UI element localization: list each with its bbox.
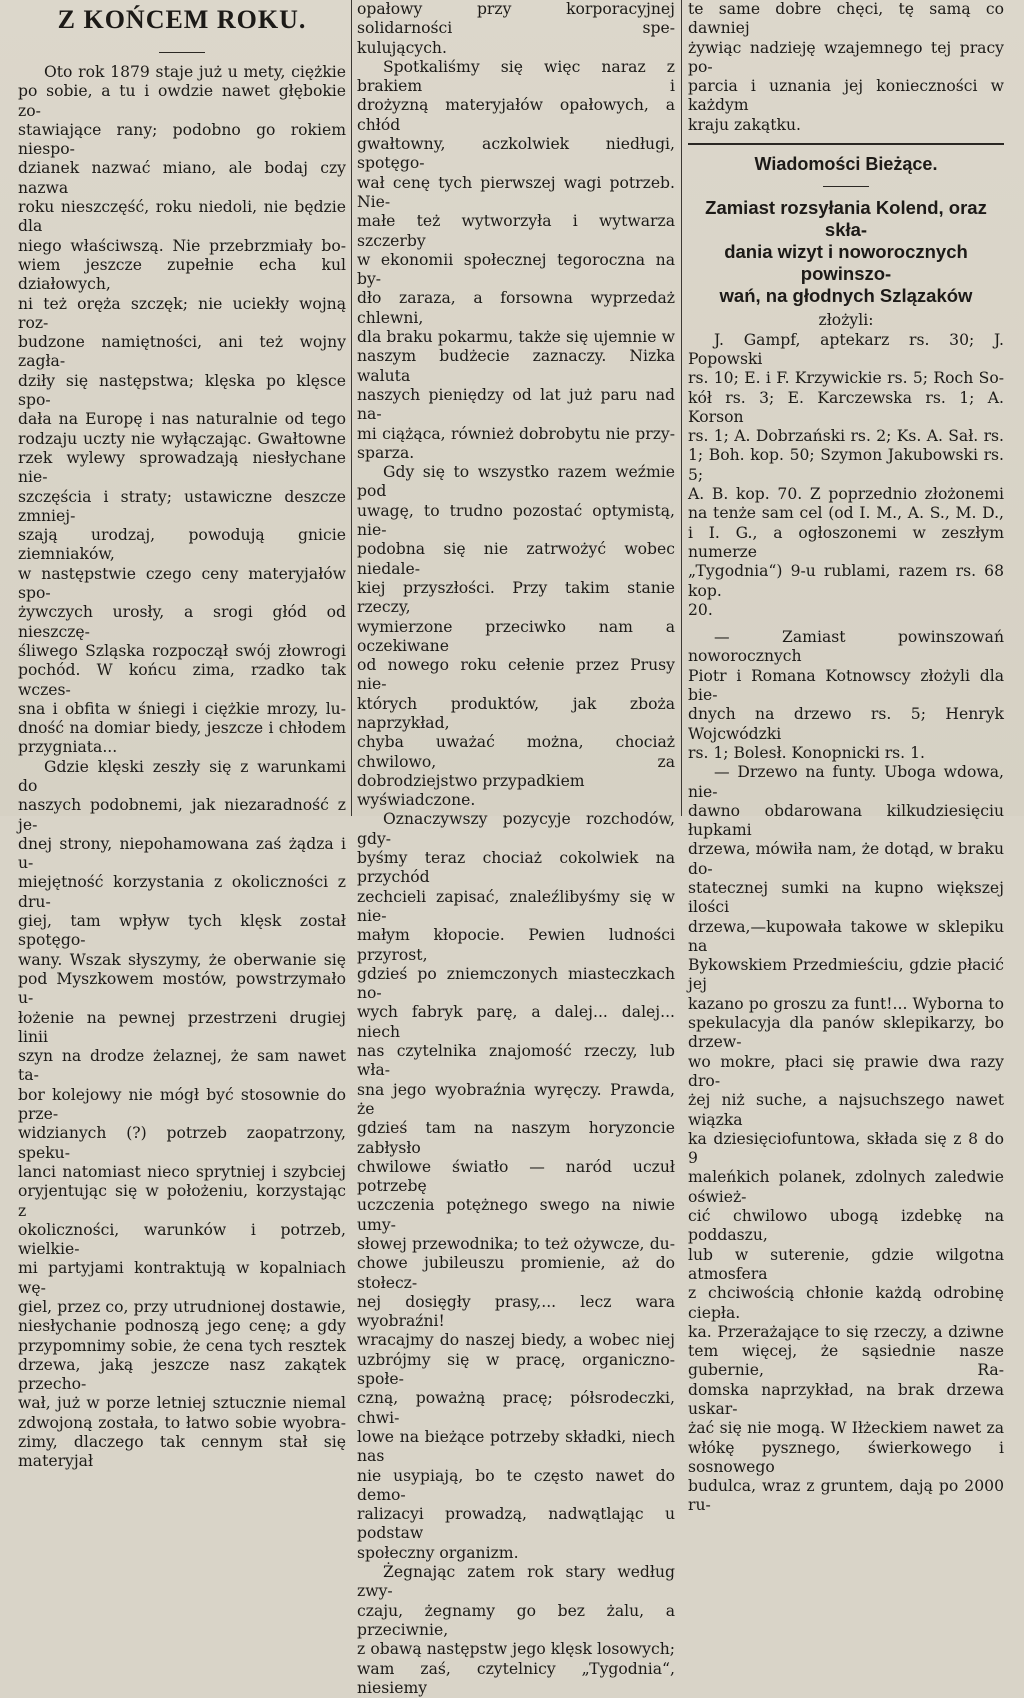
news-line: maleńkich polanek, zdolnych zaledwie ośwież- [688, 1168, 1004, 1206]
article-line: mi ciążąca, również dobrobytu nie przy- [357, 424, 675, 443]
article-title: Z KOŃCEM ROKU. [57, 5, 307, 34]
news-line: wo mokre, płaci się prawie dwa razy dro- [688, 1052, 1004, 1090]
article-line: bor kolejowy nie mógł być stosownie do prze- [18, 1085, 346, 1124]
article-line: Żegnając zatem rok stary według zwy- [357, 1563, 675, 1601]
article-line: dziły się następstwa; klęska po klęsce spo- [18, 371, 346, 410]
article-line: rzek wylewy sprowadzają niesłychane nie- [18, 448, 346, 487]
article-line: niego właściwszą. Nie przebrzmiały bo- [18, 236, 346, 255]
news-line: dawno obdarowana kilkudziesięciu łupkami [688, 801, 1004, 840]
article-line: przypomnimy sobie, że cena tych resztek [18, 1336, 346, 1355]
headline-line: dania wizyt i noworocznych powinszo- [724, 241, 968, 285]
news-line: — Zamiast powinszowań noworocznych [688, 628, 1004, 666]
article-line: wych fabryk parę, a dalej... dalej... niech [357, 1003, 675, 1041]
headline-line: wań, na głodnych Szlązaków [719, 285, 973, 307]
article-body-col3 [688, 0, 1004, 135]
article-body-col2 [357, 0, 675, 1698]
article-line: wam zaś, czytelnicy „Tygodnia“, niesiemy [357, 1659, 675, 1697]
news-item-body [688, 763, 1004, 1516]
article-line: dała na Europę i nas naturalnie od tego [18, 410, 346, 429]
column-1 [18, 0, 346, 1471]
section-heading: Wiadomości Bieżące. [754, 154, 938, 175]
news-line: drzewa,—kupowała takowe w sklepiku na [688, 917, 1004, 955]
news-line: cić chwilowo ubogą izdebkę na poddaszu, [688, 1207, 1004, 1245]
article-line: żywczych urosły, a srogi głód od nieszczę- [18, 603, 346, 641]
news-line: Piotr i Romana Kotnowscy złożyli dla bie- [688, 666, 1004, 705]
article-line: Gdy się to wszystko razem weźmie pod [357, 463, 675, 501]
article-line: pod Myszkowem mostów, powstrzymało u- [18, 969, 346, 1008]
news-line: na tenże sam cel (od I. M., A. S., M. D., [688, 504, 1004, 523]
article-line: oryjentując się w położeniu, korzystając z [18, 1182, 346, 1220]
column-3 [688, 0, 1004, 1515]
article-line: Oto rok 1879 staje już u mety, ciężkie [44, 63, 346, 81]
article-line: parcia i uznania jej konieczności w każdym [688, 77, 1004, 115]
article-line: w ekonomii społecznej tegoroczna na by- [357, 250, 675, 289]
section-divider [688, 143, 1004, 145]
article-line: małym kłopocie. Pewien ludności przyrost, [357, 926, 675, 964]
article-line: naszych pieniędzy od lat już paru nad na- [357, 385, 675, 424]
news-line: J. Gampf, aptekarz rs. 30; J. Popowski [688, 330, 1004, 368]
news-item-body [688, 331, 1004, 620]
article-line: opałowy przy korporacyjnej solidarności spe- [357, 0, 675, 38]
article-line: dnej strony, niepohamowana zaś żądza i u- [18, 834, 346, 873]
article-line: nej dosięgły prasy,... lecz wara wyobraźni! [357, 1292, 675, 1331]
article-line: od nowego roku cełenie przez Prusy nie- [357, 656, 675, 694]
article-line: uwagę, to trudno pozostać optymistą, nie- [357, 501, 675, 540]
article-line: lowe na bieżące potrzeby składki, niech nas [357, 1427, 675, 1466]
article-line: uzbrójmy się w pracę, organiczno-społe- [357, 1350, 675, 1389]
article-line: wał cenę tych pierwszej wagi potrzeb. Nie- [357, 173, 675, 211]
article-line: byśmy teraz chociaż cokolwiek na przychód [357, 849, 675, 887]
headline-line: Zamiast rozsyłania Kolend, oraz skła- [705, 197, 987, 241]
news-item-subhead: złożyli: [818, 311, 874, 330]
article-line: których produktów, jak zboża naprzykład, [357, 694, 675, 732]
news-line: lub w suterenie, gdzie wilgotna atmosfera [688, 1245, 1004, 1283]
article-line: kraju zakątku. [688, 115, 802, 134]
article-line: wymierzone przeciwko nam a oczekiwane [357, 617, 675, 655]
article-line: gdzieś tam na naszym horyzoncie zabłysło [357, 1119, 675, 1157]
article-line: dło zaraza, a forsowna wyprzedaż chlewni, [357, 289, 675, 327]
news-line: — Drzewo na funty. Uboga wdowa, nie- [688, 763, 1004, 801]
article-line: szyn na drodze żelaznej, że sam nawet ta- [18, 1047, 346, 1085]
column-divider [681, 0, 682, 816]
article-line: wracajmy do naszej biedy, a wobec niej [357, 1331, 675, 1350]
news-line: kazano po groszu za funt!... Wyborna to [688, 994, 1004, 1013]
news-line: ka. Przerażające to się rzeczy, a dziwne [688, 1322, 1004, 1341]
article-line: okoliczności, warunków i potrzeb, wielkie- [18, 1220, 346, 1259]
article-line: gdzieś po zniemczonych miasteczkach no- [357, 964, 675, 1003]
article-line: nie usypiają, bo te często nawet do demo- [357, 1466, 675, 1504]
article-line: czną, poważną pracę; półsrodeczki, chwi- [357, 1389, 675, 1427]
article-line: chowe jubileuszu promienie, aż do stołecz- [357, 1254, 675, 1292]
article-line: Gdzie klęski zeszły się z warunkami do [18, 757, 346, 795]
article-line: wał, już w porze letniej sztucznie niemal [18, 1394, 346, 1413]
article-line: naszych podobnemi, jak niezaradność z je- [18, 796, 346, 834]
article-line: drożyzną materyjałów opałowych, a chłód [357, 96, 675, 134]
article-line: śliwego Szląska rozpoczął swój złowrogi [18, 641, 346, 660]
article-line: budzone namiętności, ani też wojny zagła- [18, 333, 346, 371]
article-line: łożenie na pewnej przestrzeni drugiej linii [18, 1008, 346, 1046]
column-divider [351, 0, 352, 816]
article-line: dla braku pokarmu, także się ujemnie w [357, 328, 675, 347]
article-line: roku nieszczęść, roku niedoli, nie będzie dla [18, 198, 346, 236]
news-line: kół rs. 3; E. Karczewska rs. 1; A. Korson [688, 388, 1004, 426]
article-line: czaju, żegnamy go bez żalu, a przeciwnie, [357, 1601, 675, 1639]
article-line: sna jego wyobraźnia wyręczy. Prawda, że [357, 1080, 675, 1118]
article-line: szają urodzaj, powodują gnicie ziemniaków, [18, 526, 346, 564]
article-line: miejętność korzystania z okoliczności z dru- [18, 873, 346, 911]
article-line: w następstwie czego ceny materyjałów spo- [18, 564, 346, 603]
news-line: domska naprzykład, na brak drzewa uskar- [688, 1380, 1004, 1418]
article-line: wany. Wszak słyszymy, że oberwanie się [18, 950, 346, 969]
article-line: drzewa, jaką jeszcze nasz zakątek przecho- [18, 1355, 346, 1394]
news-line: spekulacyja dla panów sklepikarzy, bo drzew- [688, 1014, 1004, 1052]
article-line: po sobie, a tu i owdzie nawet głębokie zo- [18, 82, 346, 120]
article-line: społeczny organizm. [357, 1543, 519, 1562]
news-line: drzewa, mówiła nam, że dotąd, w braku do- [688, 840, 1004, 878]
news-line: 1; Boh. kop. 50; Szymon Jakubowski rs. 5; [688, 446, 1004, 484]
news-line: rs. 1; Bolesł. Konopnicki rs. 1. [688, 743, 925, 762]
article-line: sna i obfita w śniegi i ciężkie mrozy, lu- [18, 699, 346, 718]
article-line: nas czytelnika znajomość rzeczy, lub wła- [357, 1042, 675, 1080]
article-line: ni też oręża szczęk; nie uciekły wojną roz- [18, 294, 346, 332]
news-line: A. B. kop. 70. Z poprzednio złożonemi [688, 485, 1004, 504]
article-line: kiej przyszłości. Przy takim stanie rzeczy, [357, 578, 675, 617]
news-line: żej niż suche, a najsuchszego nawet wiązka [688, 1091, 1004, 1129]
article-line: naszym budżecie zaznaczy. Nizka waluta [357, 347, 675, 385]
article-line: gwałtowny, aczkolwiek niedługi, spotęgo- [357, 135, 675, 173]
article-body-col1 [18, 63, 346, 1472]
news-line: tem więcej, że sąsiednie nasze gubernie, Ra- [688, 1342, 1004, 1380]
news-line: i I. G., a ogłoszonemi w zeszłym numerze [688, 523, 1004, 561]
article-line: z obawą następstw jego klęsk losowych; [357, 1640, 675, 1659]
article-line: te same dobre chęci, tę samą co dawniej [688, 0, 1004, 38]
article-line: szczęścia i straty; ustawiczne deszcze zmniej- [18, 487, 346, 525]
news-line: ka dziesięciofuntowa, składa się z 8 do 9 [688, 1129, 1004, 1168]
section-heading-divider [823, 186, 869, 187]
article-line: żywiąc nadzieję wzajemnego tej pracy po- [688, 38, 1004, 76]
article-line: widzianych (?) potrzeb zaopatrzony, speku- [18, 1124, 346, 1162]
article-line: zimy, dlaczego tak cennym stał się materyjał [18, 1433, 346, 1471]
article-line: giel, przez co, przy utrudnionej dostawie, [18, 1298, 346, 1316]
article-line: pochód. W końcu zima, rzadko tak wczes- [18, 661, 346, 699]
article-line: podobna się nie zatrwożyć wobec niedale- [357, 540, 675, 578]
article-line: zechcieli zapisać, znaleźlibyśmy się w nie- [357, 887, 675, 925]
article-line: stawiające rany; podobno go rokiem niespo- [18, 120, 346, 159]
article-line: małe też wytworzyła i wytwarza szczerby [357, 212, 675, 250]
article-line: sparza. [357, 443, 415, 462]
article-line: giej, tam wpływ tych klęsk został spotęgo- [18, 912, 346, 950]
article-line: dzianek nazwać miano, ale bodaj czy nazwa [18, 159, 346, 197]
article-line: chwilowe światło — naród uczuł potrzebę [357, 1157, 675, 1196]
article-line: dobrodziejstwo przypadkiem wyświadczone. [357, 771, 585, 810]
news-line: z chciwością chłonie każdą odrobinę ciepła. [688, 1284, 1004, 1322]
article-line: lanci natomiast nieco sprytniej i szybciej [18, 1162, 346, 1181]
news-line: rs. 1; A. Dobrzański rs. 2; Ks. A. Sał. rs. [688, 427, 1004, 446]
news-line: 20. [688, 600, 713, 619]
article-line: rodzaju uczty nie wyłączając. Gwałtowne [18, 429, 346, 448]
article-line: słowej przewodnika; to też ożywcze, du- [357, 1235, 675, 1253]
news-line: „Tygodnia“) 9-u rublami, razem rs. 68 kop. [688, 562, 1004, 600]
article-line: zdwojoną została, to łatwo sobie wyobra- [18, 1413, 346, 1432]
article-line: wiem jeszcze zupełnie echa kul działowych, [18, 255, 346, 294]
article-line: mi partyjami kontraktują w kopalniach wę- [18, 1259, 346, 1297]
article-line: Spotkaliśmy się więc naraz z brakiem i [357, 57, 675, 96]
news-line: rs. 10; E. i F. Krzywickie rs. 5; Roch So- [688, 369, 1004, 388]
news-line: żać się nie mogą. W Iłżeckiem nawet za [688, 1419, 1004, 1438]
article-line: uczczenia potężnego swego na niwie umy- [357, 1196, 675, 1234]
news-line: budulca, wraz z gruntem, dają po 2000 ru- [688, 1477, 1004, 1515]
article-line: dność na domiar biedy, jeszcze i chłodem [18, 719, 346, 738]
column-2 [357, 0, 675, 1697]
article-line: kulujących. [357, 38, 447, 57]
news-line: włókę pysznego, świerkowego i sosnowego [688, 1438, 1004, 1476]
article-line: chyba uważać można, chociaż chwilowo, za [357, 733, 675, 771]
title-divider [159, 52, 205, 53]
article-line: niesłychanie podnoszą jego cenę; a gdy [18, 1317, 346, 1336]
news-line: statecznej sumki na kupno większej ilości [688, 878, 1004, 917]
news-item-body [688, 628, 1004, 763]
article-line: przygniata... [18, 738, 118, 757]
article-line: Oznaczywszy pozycyje rozchodów, gdy- [357, 810, 675, 848]
article-line: ralizacyi prowadzą, nadwątlając u podstaw [357, 1505, 675, 1543]
news-line: Bykowskiem Przedmieściu, gdzie płacić jej [688, 956, 1004, 994]
news-line: dnych na drzewo rs. 5; Henryk Wojcwódzki [688, 705, 1004, 743]
news-item-headline [688, 197, 1004, 307]
